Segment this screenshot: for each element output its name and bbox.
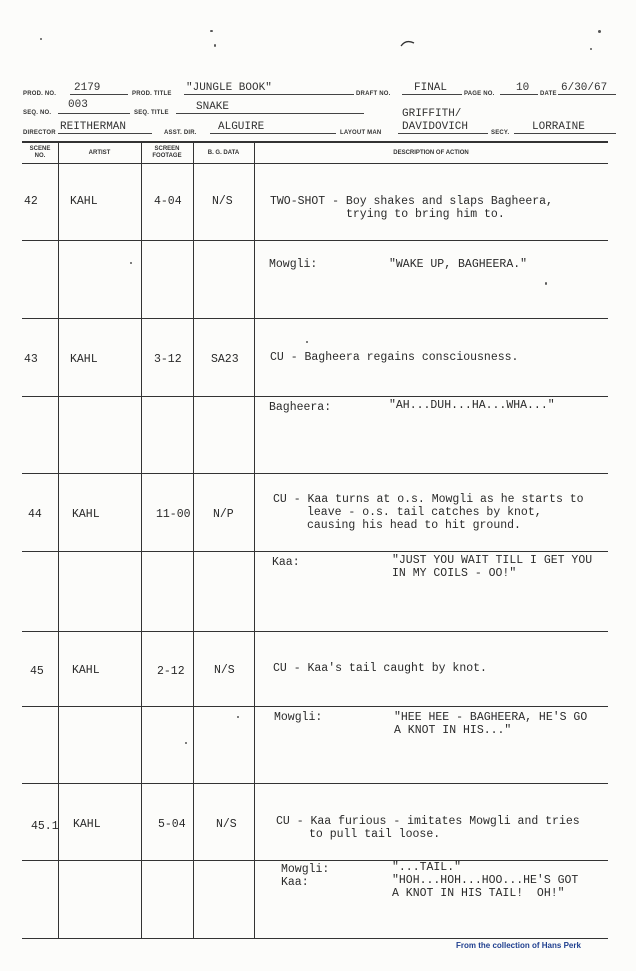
asst-dir-label: ASST. DIR.: [164, 130, 197, 136]
action-line: CU - Kaa furious - imitates Mowgli and tries: [276, 815, 580, 828]
artist: KAHL: [70, 195, 98, 208]
bg-data: N/S: [214, 664, 235, 677]
bg-data: N/S: [212, 195, 233, 208]
layout-man-label: LAYOUT MAN: [340, 130, 382, 136]
footage: 3-12: [154, 353, 182, 366]
col-description: DESCRIPTION OF ACTION: [393, 150, 469, 156]
scene-no: 44: [28, 508, 42, 521]
seq-no-value: 003: [68, 99, 88, 111]
dialogue-speaker: Mowgli:: [274, 711, 323, 724]
scene-no: 42: [24, 195, 38, 208]
col-scene-no: SCENE NO.: [29, 146, 51, 159]
speck: [185, 742, 187, 744]
bg-data: N/S: [216, 818, 237, 831]
seq-title-value: SNAKE: [196, 101, 230, 113]
date-value: 6/30/67: [561, 82, 608, 94]
dialogue-speaker: Kaa:: [272, 556, 300, 569]
prod-title-value: "JUNGLE BOOK": [186, 82, 272, 94]
action-line: CU - Kaa's tail caught by knot.: [273, 662, 487, 675]
speck: [237, 716, 239, 718]
footage: 2-12: [157, 665, 185, 678]
action-line: CU - Bagheera regains consciousness.: [270, 351, 519, 364]
speck: [130, 262, 132, 264]
draft-no-value: FINAL: [414, 82, 448, 94]
layout-man-value-1: GRIFFITH/: [402, 108, 462, 120]
action-line: leave - o.s. tail catches by knot,: [307, 506, 542, 519]
artist: KAHL: [70, 353, 98, 366]
speck: [214, 44, 216, 47]
dialogue-line: "HEE HEE - BAGHEERA, HE'S GO: [394, 711, 588, 724]
dialogue-speaker: Bagheera:: [269, 401, 332, 414]
layout-man-value-2: DAVIDOVICH: [402, 121, 469, 133]
artist: KAHL: [72, 508, 100, 521]
artist: KAHL: [72, 664, 100, 677]
speck: [306, 341, 308, 343]
page-no-value: 10: [516, 82, 530, 94]
speck: [40, 38, 42, 40]
speck: [210, 30, 213, 32]
director-value: REITHERMAN: [60, 121, 127, 133]
speck: [598, 30, 601, 33]
action-line: causing his head to hit ground.: [307, 519, 521, 532]
page-no-label: PAGE NO.: [464, 91, 495, 97]
scene-no: 45.1: [31, 820, 59, 833]
bg-data: N/P: [213, 508, 234, 521]
artist: KAHL: [73, 818, 101, 831]
dialogue-line: "WAKE UP, BAGHEERA.": [389, 258, 528, 271]
dialogue-line: A KNOT IN HIS...": [394, 724, 512, 737]
prod-title-label: PROD. TITLE: [132, 91, 172, 97]
action-line: TWO-SHOT - Boy shakes and slaps Bagheera,: [270, 195, 553, 208]
pen-mark: [400, 38, 416, 48]
col-bg-data: B. G. DATA: [207, 150, 240, 156]
bg-data: SA23: [211, 353, 239, 366]
dialogue-speaker: Mowgli:: [269, 258, 318, 271]
prod-no-value: 2179: [74, 82, 101, 94]
dialogue-line: "JUST YOU WAIT TILL I GET YOU: [392, 554, 593, 567]
draft-no-label: DRAFT NO.: [356, 91, 391, 97]
secy-value: LORRAINE: [532, 121, 585, 133]
secy-label: SECY.: [491, 130, 510, 136]
dialogue-line: "AH...DUH...HA...WHA...": [389, 399, 555, 412]
seq-no-label: SEQ. NO.: [23, 110, 52, 116]
speck: [590, 48, 592, 50]
prod-no-label: PROD. NO.: [23, 91, 57, 97]
seq-title-label: SEQ. TITLE: [134, 110, 169, 116]
dialogue-speaker: Kaa:: [281, 876, 309, 889]
collection-credit: From the collection of Hans Perk: [456, 941, 581, 950]
col-screen-footage: SCREEN FOOTAGE: [152, 146, 182, 159]
footage: 4-04: [154, 195, 182, 208]
action-line: trying to bring him to.: [346, 208, 505, 221]
action-line: to pull tail loose.: [309, 828, 441, 841]
date-label: DATE: [540, 91, 557, 97]
dialogue-line: A KNOT IN HIS TAIL! OH!": [392, 887, 565, 900]
dialogue-line: "...TAIL.": [392, 861, 462, 874]
dialogue-line: "HOH...HOH...HOO...HE'S GOT: [392, 874, 579, 887]
scene-no: 43: [24, 353, 38, 366]
col-artist: ARTIST: [88, 150, 111, 156]
speck: [545, 282, 547, 285]
action-line: CU - Kaa turns at o.s. Mowgli as he starts to: [273, 493, 584, 506]
footage: 5-04: [158, 818, 186, 831]
asst-dir-value: ALGUIRE: [218, 121, 265, 133]
director-label: DIRECTOR: [23, 130, 56, 136]
scene-no: 45: [30, 665, 44, 678]
footage: 11-00: [156, 508, 191, 521]
dialogue-line: IN MY COILS - OO!": [392, 567, 517, 580]
dialogue-speaker: Mowgli:: [281, 863, 330, 876]
